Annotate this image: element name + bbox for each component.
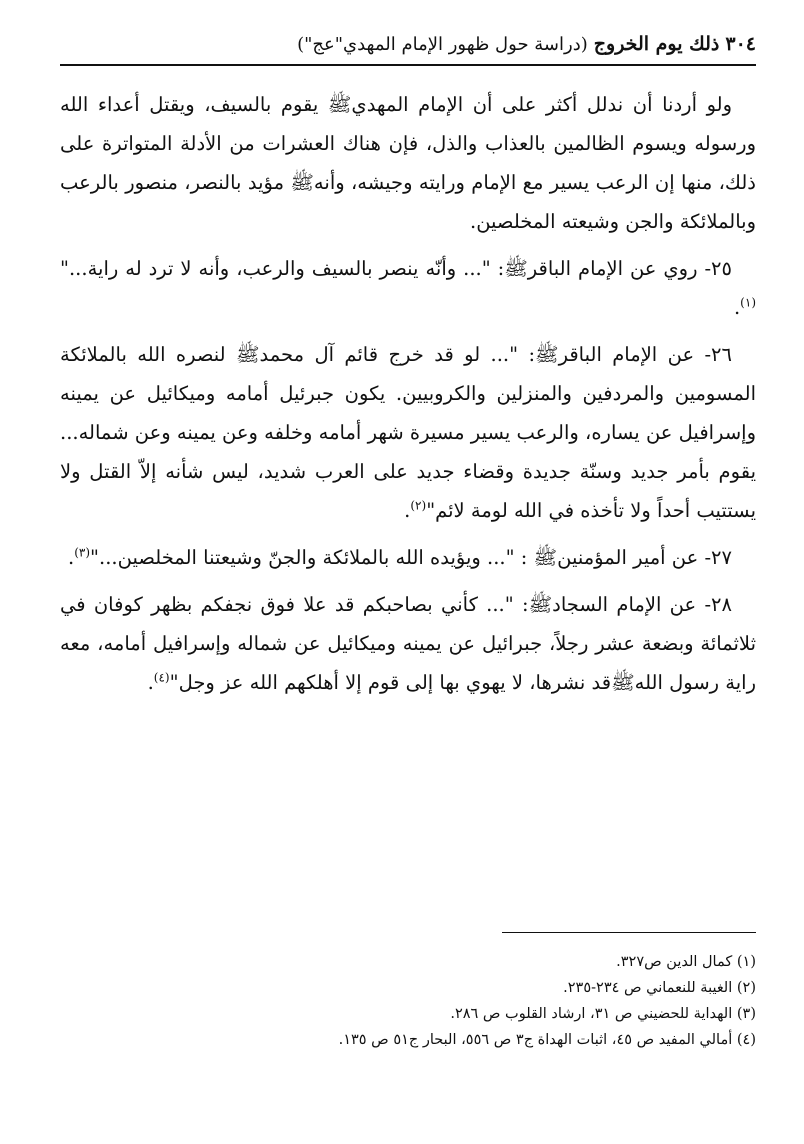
paragraph-27: ٢٧- عن أمير المؤمنينﷺ : "... ويؤيده الله بالملائكة والجنّ وشيعتنا المخلصين..."$^{(٣)}$. — [68, 545, 732, 569]
book-subtitle: (دراسة حول ظهور الإمام المهدي"عج") — [297, 33, 588, 55]
footnote-ref-3[interactable]: (٣) — [74, 545, 91, 560]
paragraph-25: ٢٥- روي عن الإمام الباقرﷺ: "... وأنّه ينصر بالسيف والرعب، وأنه لا ترد له راية..."$^{(١)}$. — [60, 257, 756, 319]
main-text — [60, 85, 756, 702]
footnote-4: (٤) أمالي المفيد ص ٤٥، اثبات الهداة ج٣ ص ٥٥٦، البحار ج٥١ ص ١٣٥. — [338, 1032, 756, 1048]
footnote-3: (٣) الهداية للحضيني ص ٣١، ارشاد القلوب ص ٢٨٦. — [450, 1006, 756, 1022]
footnote-1: (١) كمال الدين ص٣٢٧. — [616, 954, 756, 970]
paragraph-28: ٢٨- عن الإمام السجادﷺ: "... كأني بصاحبكم قد علا فوق نجفكم بظهر كوفان في ثلاثمائة وبضعة عشر رجلاً، جبرائيل عن يمينه وميكائيل عن شماله وإسرافيل أمامه، معه راية رسول اللهﷺقد نشرها، لا يهوي بها إلى قوم إلا أهلكهم الله عز وجل"$^{(٤)}$. — [60, 593, 756, 694]
footnote-2: (٢) الغيبة للنعماني ص ٢٣٤-٢٣٥. — [563, 980, 756, 996]
footnote-divider — [502, 932, 756, 933]
footnote-ref-4[interactable]: (٤) — [153, 670, 170, 685]
running-header — [60, 24, 756, 66]
footnotes — [60, 932, 756, 1053]
paragraph-intro: ولو أردنا أن ندلل أكثر على أن الإمام المهديﷺ يقوم بالسيف، ويقتل أعداء الله ورسوله ويسوم الظالمين بالعذاب والذل، فإن هناك العشرات من الأدلة المتواترة على ذلك، منها إن الرعب يسير مع الإمام ورايته وجيشه، وأنهﷺ مؤيد بالنصر، منصور بالرعب وبالملائكة والجن وشيعته المخلصين. — [60, 93, 756, 233]
page-number: ٣٠٤ — [725, 33, 756, 55]
paragraph-26: ٢٦- عن الإمام الباقرﷺ: "... لو قد خرج قائم آل محمدﷺ لنصره الله بالملائكة المسومين والمردفين والمنزلين والكروبيين. يكون جبرئيل أمامه وميكائيل عن يمينه وإسرافيل عن يساره، والرعب يسير مسيرة شهر أمامه وخلفه وعن يمينه وعن شماله... يقوم بأمر جديد وسنّة جديدة وقضاء جديد على العرب شديد، ليس شأنه إلاّ القتل ولا يستتيب أحداً ولا تأخذه في الله لومة لائم"$^{(٢)}$. — [60, 343, 756, 522]
book-title: ذلك يوم الخروج — [593, 33, 720, 55]
footnote-ref-1[interactable]: (١) — [740, 295, 756, 310]
footnote-ref-2[interactable]: (٢) — [410, 498, 427, 513]
